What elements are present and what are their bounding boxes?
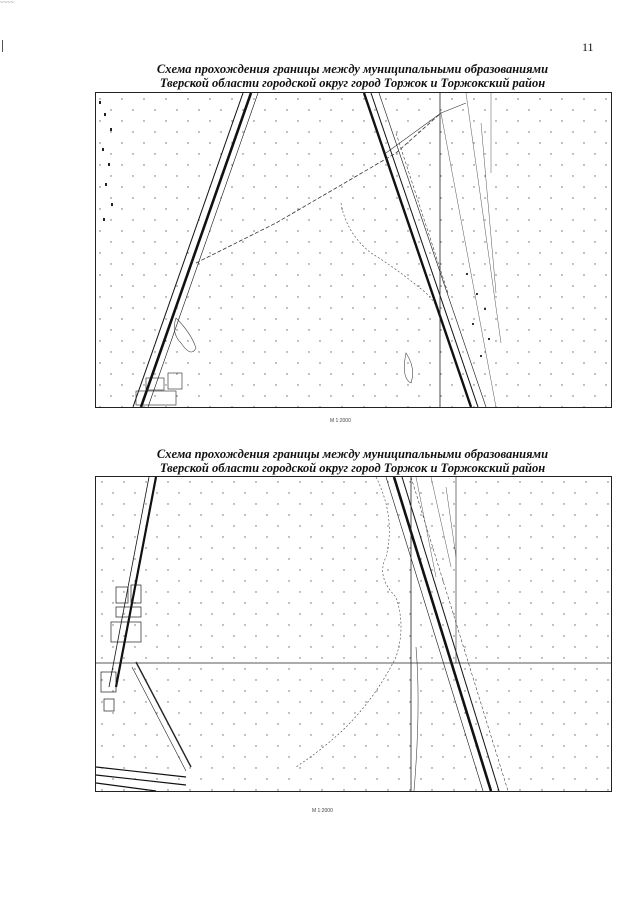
scheme-2-scale: М 1:2000 [312, 808, 333, 814]
scheme-1-title-line-1: Схема прохождения границы между муниципальными образованиями [156, 62, 549, 76]
header-mark: ~~~~ [0, 0, 15, 6]
margin-mark [2, 40, 3, 52]
scheme-2-title-line-1: Схема прохождения границы между муниципальными образованиями [156, 447, 549, 461]
scheme-2-map [95, 476, 612, 792]
scheme-1-map-drawing [96, 93, 611, 407]
scheme-1-scale: М 1:2000 [330, 418, 351, 424]
scheme-1-title-line-2: Тверской области городской округ город Торжок и Торжокский район [159, 76, 546, 90]
scheme-1-caption [90, 62, 615, 90]
scheme-2-title-line-2: Тверской области городской округ город Торжок и Торжокский район [159, 461, 546, 475]
scheme-1-map [95, 92, 612, 408]
scheme-2-caption [90, 447, 615, 475]
page-number: 11 [582, 40, 594, 54]
scheme-2-map-drawing [96, 477, 611, 791]
